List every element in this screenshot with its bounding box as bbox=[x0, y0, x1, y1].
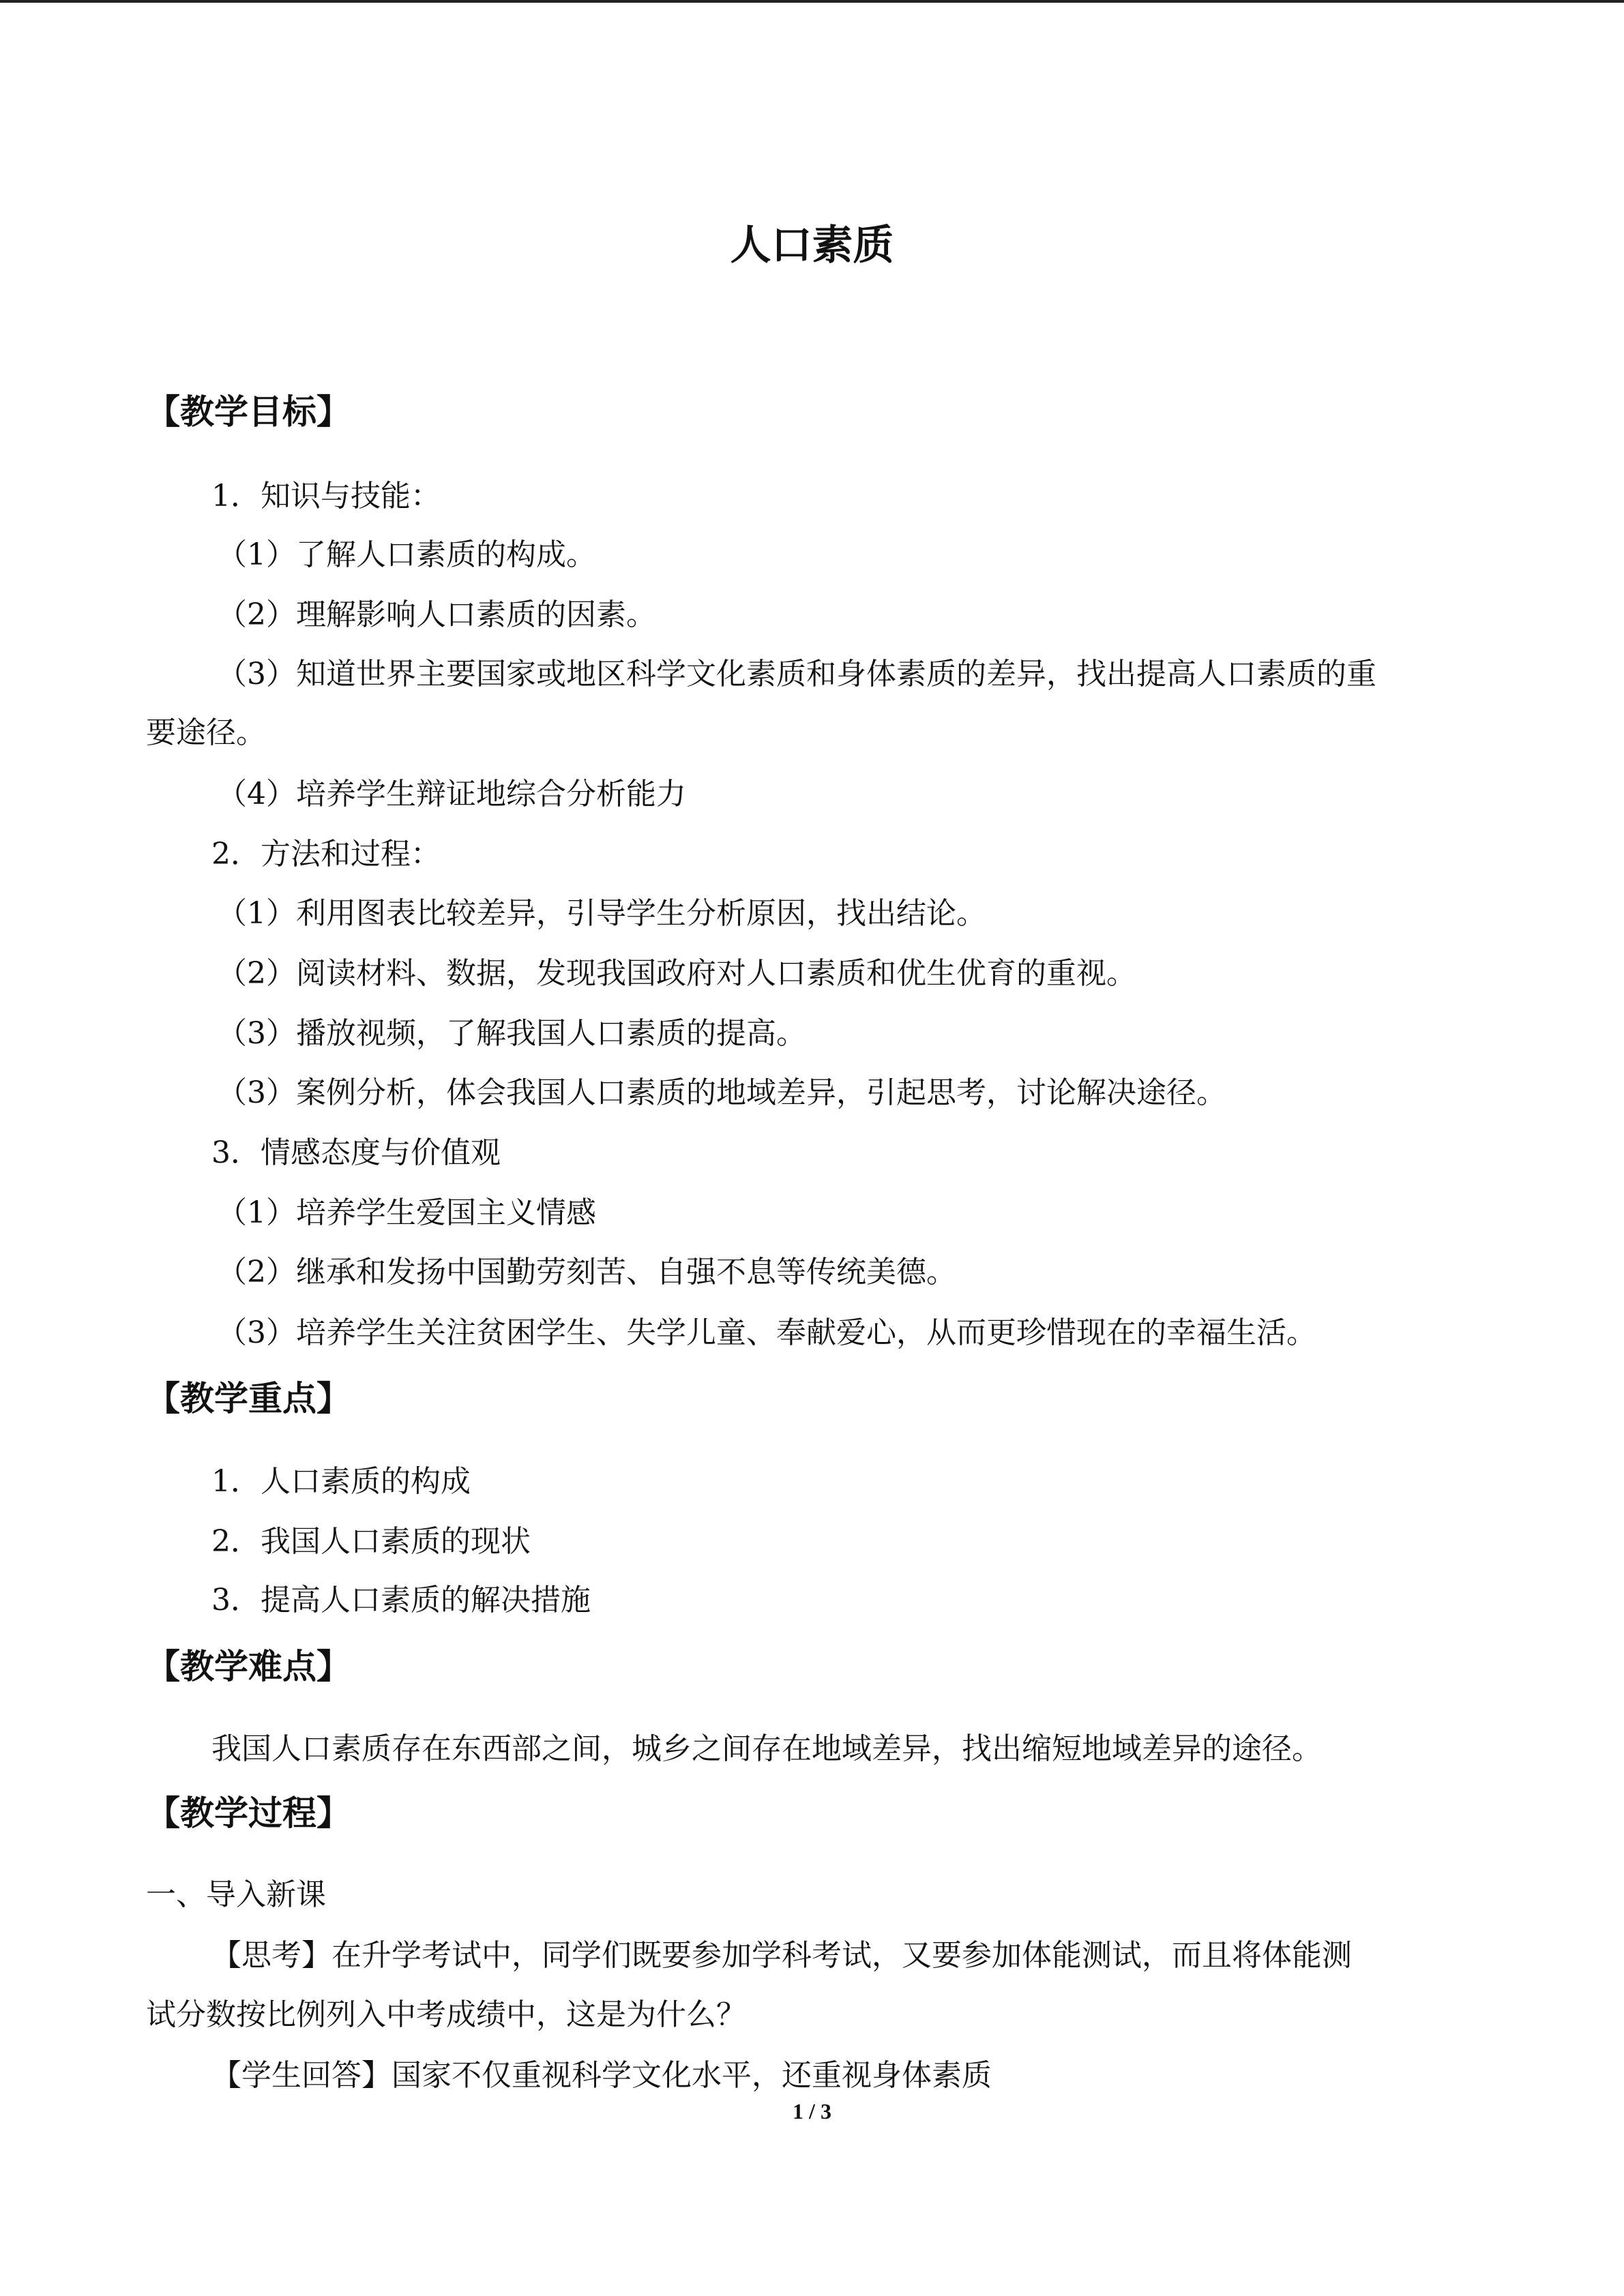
page-title: 人口素质 bbox=[730, 222, 894, 269]
objective-line: （1）利用图表比较差异，引导学生分析原因，找出结论。 bbox=[217, 896, 986, 931]
page-number: 1 / 3 bbox=[793, 2099, 831, 2123]
objective-line: （2）理解影响人口素质的因素。 bbox=[217, 597, 656, 632]
objective-line: 3．情感态度与价值观 bbox=[211, 1135, 501, 1170]
process-line: 一、导入新课 bbox=[146, 1877, 326, 1912]
objective-line: 1．知识与技能： bbox=[211, 479, 441, 513]
objective-line: 要途径。 bbox=[146, 715, 266, 750]
objective-line: （3）播放视频，了解我国人口素质的提高。 bbox=[217, 1016, 806, 1051]
key-point-line: 1．人口素质的构成 bbox=[211, 1464, 471, 1499]
objective-line: （1）培养学生爱国主义情感 bbox=[217, 1195, 596, 1230]
objective-line: （2）继承和发扬中国勤劳刻苦、自强不息等传统美德。 bbox=[217, 1255, 956, 1289]
heading-key-points: 【教学重点】 bbox=[146, 1379, 351, 1418]
objective-line: （1）了解人口素质的构成。 bbox=[217, 537, 596, 572]
objective-line: （2）阅读材料、数据，发现我国政府对人口素质和优生优育的重视。 bbox=[217, 956, 1136, 991]
process-line: 试分数按比例列入中考成绩中，这是为什么？ bbox=[146, 1997, 746, 2032]
key-point-line: 3．提高人口素质的解决措施 bbox=[211, 1583, 591, 1617]
objective-line: （3）知道世界主要国家或地区科学文化素质和身体素质的差异，找出提高人口素质的重 bbox=[217, 657, 1376, 691]
key-point-line: 2．我国人口素质的现状 bbox=[211, 1524, 531, 1559]
objective-line: （3）案例分析，体会我国人口素质的地域差异，引起思考，讨论解决途径。 bbox=[217, 1075, 1226, 1110]
process-line: 【思考】在升学考试中，同学们既要参加学科考试，又要参加体能测试，而且将体能测 bbox=[211, 1938, 1352, 1973]
heading-process: 【教学过程】 bbox=[146, 1793, 351, 1833]
difficulty-line: 我国人口素质存在东西部之间，城乡之间存在地域差异，找出缩短地域差异的途径。 bbox=[211, 1731, 1322, 1766]
objective-line: （4）培养学生辩证地综合分析能力 bbox=[217, 777, 686, 811]
objective-line: 2．方法和过程： bbox=[211, 837, 441, 871]
heading-difficulties: 【教学难点】 bbox=[146, 1647, 351, 1686]
process-line: 【学生回答】国家不仅重视科学文化水平，还重视身体素质 bbox=[211, 2058, 992, 2093]
objective-line: （3）培养学生关注贫困学生、失学儿童、奉献爱心，从而更珍惜现在的幸福生活。 bbox=[217, 1315, 1316, 1350]
top-border bbox=[0, 0, 1624, 3]
heading-objectives: 【教学目标】 bbox=[146, 392, 351, 432]
